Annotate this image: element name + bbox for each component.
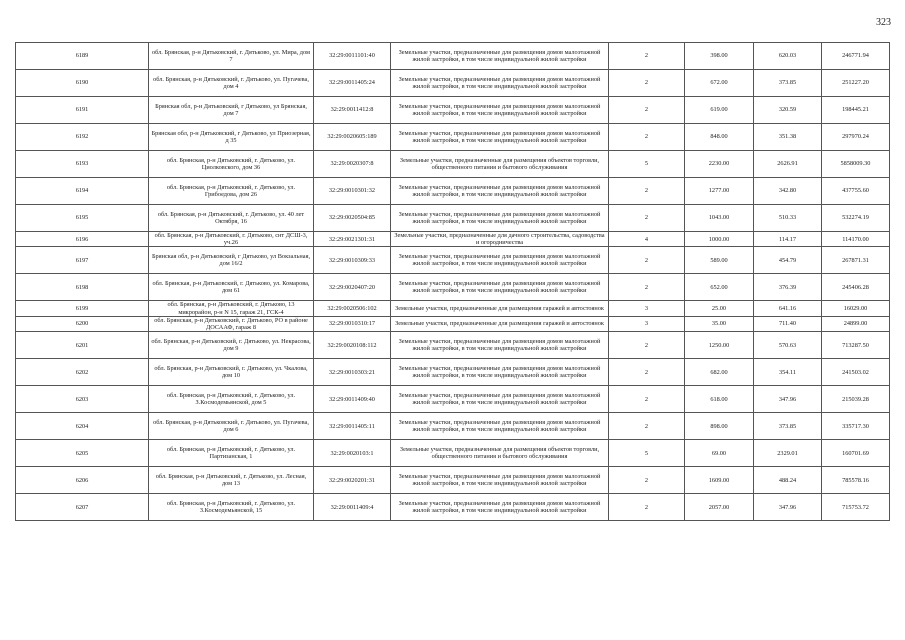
table-row xyxy=(16,386,890,413)
area-cell: 35.00 xyxy=(685,316,754,331)
cadastral-value-cell: 198445.21 xyxy=(822,97,890,124)
cadastral-number-cell: 32:29:0020605:189 xyxy=(314,124,391,151)
address-cell: обл. Брянская, р-н Дятьковский, г. Дятьково, ул. Мира, дом 7 xyxy=(149,43,314,70)
address-cell: Брянская обл, р-н Дятьковский, г Дятьково, ул Брянская, дом 7 xyxy=(149,97,314,124)
cadastral-number-cell: 32:29:0011405:11 xyxy=(314,413,391,440)
row-number: 6205 xyxy=(16,440,149,467)
group-cell: 2 xyxy=(609,124,685,151)
row-number: 6199 xyxy=(16,301,149,316)
cadastral-number-cell: 32:29:0011412:8 xyxy=(314,97,391,124)
cadastral-value-cell: 532274.19 xyxy=(822,205,890,232)
table-row xyxy=(16,124,890,151)
group-cell: 2 xyxy=(609,332,685,359)
table-row xyxy=(16,413,890,440)
specific-value-cell: 2626.91 xyxy=(754,151,822,178)
land-use-cell: Земельные участки, предназначенные для размещения домов малоэтажной жилой застройки, в том числе индивидуальной жилой застройки xyxy=(391,386,609,413)
area-cell: 2230.00 xyxy=(685,151,754,178)
cadastral-value-cell: 16029.00 xyxy=(822,301,890,316)
cadastral-number-cell: 32:29:0011409:40 xyxy=(314,386,391,413)
cadastral-value-cell: 114170.00 xyxy=(822,232,890,247)
group-cell: 2 xyxy=(609,247,685,274)
address-cell: обл. Брянская, р-н Дятьковский, г. Дятьково, ул. Пугачева, дом 4 xyxy=(149,70,314,97)
group-cell: 2 xyxy=(609,494,685,521)
specific-value-cell: 510.33 xyxy=(754,205,822,232)
land-use-cell: Земельные участки, предназначенные для размещения домов малоэтажной жилой застройки, в том числе индивидуальной жилой застройки xyxy=(391,274,609,301)
area-cell: 1277.00 xyxy=(685,178,754,205)
group-cell: 2 xyxy=(609,467,685,494)
row-number: 6204 xyxy=(16,413,149,440)
specific-value-cell: 711.40 xyxy=(754,316,822,331)
land-use-cell: Земельные участки, предназначенные для дачного строительства, садоводства и огородничества xyxy=(391,232,609,247)
address-cell: обл. Брянская, р-н Дятьковский, г. Дятьково, РО в районе ДОСААФ, гараж 8 xyxy=(149,316,314,331)
specific-value-cell: 454.79 xyxy=(754,247,822,274)
group-cell: 2 xyxy=(609,70,685,97)
address-cell: обл. Брянская, р-н Дятьковский, г. Дятьково, ул. З.Космодемьянской, дом 5 xyxy=(149,386,314,413)
specific-value-cell: 376.39 xyxy=(754,274,822,301)
group-cell: 3 xyxy=(609,316,685,331)
table-row xyxy=(16,440,890,467)
specific-value-cell: 488.24 xyxy=(754,467,822,494)
cadastral-number-cell: 32:29:0011409:4 xyxy=(314,494,391,521)
specific-value-cell: 620.03 xyxy=(754,43,822,70)
cadastral-number-cell: 32:29:0011101:40 xyxy=(314,43,391,70)
group-cell: 2 xyxy=(609,97,685,124)
cadastral-value-cell: 335717.30 xyxy=(822,413,890,440)
cadastral-value-cell: 245406.28 xyxy=(822,274,890,301)
table-row xyxy=(16,205,890,232)
cadastral-value-cell: 713287.50 xyxy=(822,332,890,359)
address-cell: обл. Брянская, р-н Дятьковский, г. Дятьково, ул. Грибоедова, дом 26 xyxy=(149,178,314,205)
specific-value-cell: 641.16 xyxy=(754,301,822,316)
specific-value-cell: 114.17 xyxy=(754,232,822,247)
row-number: 6200 xyxy=(16,316,149,331)
area-cell: 589.00 xyxy=(685,247,754,274)
table-row xyxy=(16,332,890,359)
cadastral-value-cell: 437755.60 xyxy=(822,178,890,205)
table-body xyxy=(16,43,890,521)
table-row xyxy=(16,316,890,331)
specific-value-cell: 2329.01 xyxy=(754,440,822,467)
cadastral-number-cell: 32:29:0020307:8 xyxy=(314,151,391,178)
row-number: 6201 xyxy=(16,332,149,359)
address-cell: обл. Брянская, р-н Дятьковский, г. Дятьково, ул. Лесная, дом 13 xyxy=(149,467,314,494)
cadastral-value-cell: 297970.24 xyxy=(822,124,890,151)
cadastral-value-cell: 241503.02 xyxy=(822,359,890,386)
address-cell: Брянская обл, р-н Дятьковский, г Дятьково, ул Приозерная, д 35 xyxy=(149,124,314,151)
address-cell: обл. Брянская, р-н Дятьковский, г. Дятьково, ул. Комарова, дом 61 xyxy=(149,274,314,301)
cadastral-number-cell: 32:29:0020103:1 xyxy=(314,440,391,467)
area-cell: 652.00 xyxy=(685,274,754,301)
specific-value-cell: 354.11 xyxy=(754,359,822,386)
cadastral-number-cell: 32:29:0020201:31 xyxy=(314,467,391,494)
land-use-cell: Земельные участки, предназначенные для размещения домов малоэтажной жилой застройки, в том числе индивидуальной жилой застройки xyxy=(391,494,609,521)
cadastral-number-cell: 32:29:0020407:20 xyxy=(314,274,391,301)
group-cell: 5 xyxy=(609,440,685,467)
cadastral-value-table xyxy=(15,42,890,521)
row-number: 6198 xyxy=(16,274,149,301)
area-cell: 682.00 xyxy=(685,359,754,386)
group-cell: 2 xyxy=(609,386,685,413)
group-cell: 2 xyxy=(609,274,685,301)
land-use-cell: Земельные участки, предназначенные для размещения домов малоэтажной жилой застройки, в том числе индивидуальной жилой застройки xyxy=(391,332,609,359)
group-cell: 5 xyxy=(609,151,685,178)
specific-value-cell: 373.85 xyxy=(754,70,822,97)
table-row xyxy=(16,43,890,70)
land-use-cell: Земельные участки, предназначенные для размещения объектов торговли, общественного питания и бытового обслуживания xyxy=(391,440,609,467)
table-row xyxy=(16,97,890,124)
cadastral-number-cell: 32:29:0021301:31 xyxy=(314,232,391,247)
row-number: 6197 xyxy=(16,247,149,274)
area-cell: 672.00 xyxy=(685,70,754,97)
specific-value-cell: 347.96 xyxy=(754,386,822,413)
cadastral-value-cell: 267871.31 xyxy=(822,247,890,274)
cadastral-value-cell: 24899.00 xyxy=(822,316,890,331)
row-number: 6203 xyxy=(16,386,149,413)
row-number: 6196 xyxy=(16,232,149,247)
cadastral-number-cell: 32:29:0010303:21 xyxy=(314,359,391,386)
address-cell: обл. Брянская, р-н Дятьковский, г. Дятьково, ул. 40 лет Октября, 16 xyxy=(149,205,314,232)
address-cell: обл. Брянская, р-н Дятьковский, г. Дятьково, ул. Циолковского, дом 36 xyxy=(149,151,314,178)
table-row xyxy=(16,151,890,178)
cadastral-number-cell: 32:29:0020108:112 xyxy=(314,332,391,359)
row-number: 6207 xyxy=(16,494,149,521)
land-use-cell: Земельные участки, предназначенные для размещения домов малоэтажной жилой застройки, в том числе индивидуальной жилой застройки xyxy=(391,97,609,124)
address-cell: обл. Брянская, р-н Дятьковский, г. Дятьково, ул. Партизанская, 1 xyxy=(149,440,314,467)
row-number: 6195 xyxy=(16,205,149,232)
group-cell: 2 xyxy=(609,413,685,440)
table-row xyxy=(16,232,890,247)
cadastral-value-cell: 251227.20 xyxy=(822,70,890,97)
specific-value-cell: 351.38 xyxy=(754,124,822,151)
area-cell: 619.00 xyxy=(685,97,754,124)
cadastral-number-cell: 32:29:0011405:24 xyxy=(314,70,391,97)
table-row xyxy=(16,467,890,494)
cadastral-number-cell: 32:29:0020506:102 xyxy=(314,301,391,316)
area-cell: 69.00 xyxy=(685,440,754,467)
row-number: 6193 xyxy=(16,151,149,178)
cadastral-number-cell: 32:29:0010309:33 xyxy=(314,247,391,274)
area-cell: 2057.00 xyxy=(685,494,754,521)
row-number: 6202 xyxy=(16,359,149,386)
land-use-cell: Земельные участки, предназначенные для размещения домов малоэтажной жилой застройки, в том числе индивидуальной жилой застройки xyxy=(391,467,609,494)
table-row xyxy=(16,359,890,386)
group-cell: 2 xyxy=(609,43,685,70)
cadastral-number-cell: 32:29:0020504:85 xyxy=(314,205,391,232)
area-cell: 398.00 xyxy=(685,43,754,70)
group-cell: 4 xyxy=(609,232,685,247)
specific-value-cell: 342.80 xyxy=(754,178,822,205)
area-cell: 25.00 xyxy=(685,301,754,316)
group-cell: 2 xyxy=(609,205,685,232)
table-row xyxy=(16,247,890,274)
land-use-cell: Земельные участки, предназначенные для размещения домов малоэтажной жилой застройки, в том числе индивидуальной жилой застройки xyxy=(391,70,609,97)
table-row xyxy=(16,178,890,205)
table-row xyxy=(16,70,890,97)
row-number: 6189 xyxy=(16,43,149,70)
area-cell: 898.00 xyxy=(685,413,754,440)
address-cell: обл. Брянская, р-н Дятьковский, г. Дятьково, ул. Некрасова, дом 9 xyxy=(149,332,314,359)
cadastral-value-cell: 5858009.30 xyxy=(822,151,890,178)
cadastral-number-cell: 32:29:0010301:32 xyxy=(314,178,391,205)
specific-value-cell: 320.59 xyxy=(754,97,822,124)
area-cell: 1250.00 xyxy=(685,332,754,359)
land-use-cell: Земельные участки, предназначенные для размещения домов малоэтажной жилой застройки, в том числе индивидуальной жилой застройки xyxy=(391,413,609,440)
cadastral-value-cell: 246771.94 xyxy=(822,43,890,70)
cadastral-value-cell: 785578.16 xyxy=(822,467,890,494)
table-row xyxy=(16,301,890,316)
table-row xyxy=(16,274,890,301)
land-use-cell: Земельные участки, предназначенные для размещения домов малоэтажной жилой застройки, в том числе индивидуальной жилой застройки xyxy=(391,247,609,274)
page-number: 323 xyxy=(876,17,891,28)
land-use-cell: Земельные участки, предназначенные для размещения гаражей и автостоянок xyxy=(391,316,609,331)
area-cell: 848.00 xyxy=(685,124,754,151)
specific-value-cell: 373.85 xyxy=(754,413,822,440)
cadastral-number-cell: 32:29:0010310:17 xyxy=(314,316,391,331)
specific-value-cell: 347.96 xyxy=(754,494,822,521)
address-cell: обл. Брянская, р-н Дятьковский, г. Дятьково, ул. Чкалова, дом 10 xyxy=(149,359,314,386)
land-use-cell: Земельные участки, предназначенные для размещения домов малоэтажной жилой застройки, в том числе индивидуальной жилой застройки xyxy=(391,43,609,70)
cadastral-value-cell: 715753.72 xyxy=(822,494,890,521)
area-cell: 1000.00 xyxy=(685,232,754,247)
land-use-cell: Земельные участки, предназначенные для размещения домов малоэтажной жилой застройки, в том числе индивидуальной жилой застройки xyxy=(391,359,609,386)
group-cell: 2 xyxy=(609,359,685,386)
row-number: 6191 xyxy=(16,97,149,124)
address-cell: обл. Брянская, р-н Дятьковский, г. Дятьково, ул. З.Космодемьянской, 15 xyxy=(149,494,314,521)
address-cell: обл. Брянская, р-н Дятьковский, г. Дятьково, снт ДСШ-3, уч.26 xyxy=(149,232,314,247)
row-number: 6192 xyxy=(16,124,149,151)
area-cell: 1609.00 xyxy=(685,467,754,494)
area-cell: 1043.00 xyxy=(685,205,754,232)
row-number: 6206 xyxy=(16,467,149,494)
row-number: 6194 xyxy=(16,178,149,205)
address-cell: обл. Брянская, р-н Дятьковский, г. Дятьково, ул. Пугачева, дом 6 xyxy=(149,413,314,440)
land-use-cell: Земельные участки, предназначенные для размещения домов малоэтажной жилой застройки, в том числе индивидуальной жилой застройки xyxy=(391,124,609,151)
address-cell: обл. Брянская, р-н Дятьковский, г. Дятьково, 13 микрорайон, р-н N 15, гараж 21, ГСК-4 xyxy=(149,301,314,316)
table-row xyxy=(16,494,890,521)
land-use-cell: Земельные участки, предназначенные для размещения объектов торговли, общественного питания и бытового обслуживания xyxy=(391,151,609,178)
address-cell: Брянская обл, р-н Дятьковский, г Дятьково, ул Вокзальная, дом 16/2 xyxy=(149,247,314,274)
row-number: 6190 xyxy=(16,70,149,97)
land-use-cell: Земельные участки, предназначенные для размещения гаражей и автостоянок xyxy=(391,301,609,316)
specific-value-cell: 570.63 xyxy=(754,332,822,359)
land-use-cell: Земельные участки, предназначенные для размещения домов малоэтажной жилой застройки, в том числе индивидуальной жилой застройки xyxy=(391,178,609,205)
group-cell: 3 xyxy=(609,301,685,316)
cadastral-value-cell: 215039.28 xyxy=(822,386,890,413)
group-cell: 2 xyxy=(609,178,685,205)
area-cell: 618.00 xyxy=(685,386,754,413)
land-use-cell: Земельные участки, предназначенные для размещения домов малоэтажной жилой застройки, в том числе индивидуальной жилой застройки xyxy=(391,205,609,232)
cadastral-value-cell: 160701.69 xyxy=(822,440,890,467)
